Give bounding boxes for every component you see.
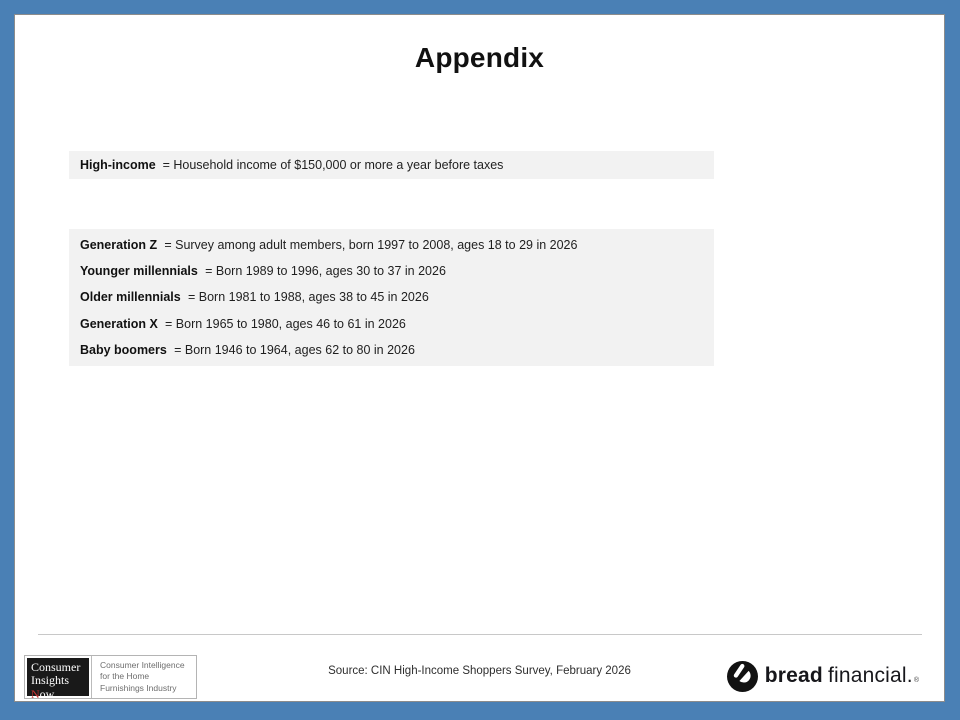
- cin-logo: [24, 655, 197, 699]
- cin-logo-tagline: [91, 656, 194, 698]
- definition-text: = Born 1946 to 1964, ages 62 to 80 in 2026: [174, 342, 415, 357]
- source-text: Source: CIN High-Income Shoppers Survey, February 2026: [328, 665, 631, 677]
- definition-text: = Born 1989 to 1996, ages 30 to 37 in 2026: [205, 264, 446, 279]
- definition-term: Generation X: [80, 316, 158, 331]
- definition-row-older-millennials: [80, 290, 714, 304]
- cin-line-now: [31, 688, 83, 701]
- definition-text: = Born 1981 to 1988, ages 38 to 45 in 2026: [187, 290, 429, 305]
- page-title: Appendix: [414, 42, 545, 73]
- cin-tagline-line1: Consumer Intelligence: [100, 659, 185, 670]
- definition-term: Baby boomers: [80, 342, 167, 357]
- slide: [14, 14, 945, 702]
- footer-divider: [38, 634, 922, 635]
- definition-term: Generation Z: [80, 238, 158, 253]
- definition-text: = Born 1965 to 1980, ages 46 to 61 in 2026: [165, 316, 406, 331]
- high-income-definition-box: [69, 151, 714, 179]
- registered-mark: ®: [913, 677, 919, 684]
- definition-term: Older millennials: [80, 290, 181, 305]
- cin-tagline-line2: for the Home: [100, 671, 150, 682]
- cin-line-consumer: Consumer: [31, 660, 81, 674]
- generations-definition-box: [69, 229, 714, 366]
- definition-row-baby-boomers: [80, 343, 714, 357]
- bread-wordmark-regular: financial.: [827, 664, 913, 687]
- bread-financial-logo: [727, 659, 919, 693]
- definition-term: Younger millennials: [80, 264, 198, 279]
- high-income-term: High-income: [80, 158, 156, 172]
- cin-tagline-line3: Furnishings Industry: [100, 682, 177, 693]
- bread-financial-wordmark: [765, 664, 919, 688]
- definition-row-younger-millennials: [80, 264, 714, 278]
- definition-row-generation-z: [80, 238, 714, 252]
- cin-logo-wordmark: [27, 658, 89, 701]
- cin-now-initial: N: [31, 686, 40, 701]
- bread-wordmark-bold: bread: [764, 664, 823, 687]
- definition-text: = Survey among adult members, born 1997 to 2008, ages 18 to 29 in 2026: [164, 238, 578, 253]
- definition-row-generation-x: [80, 317, 714, 331]
- cin-now-rest: ow: [39, 686, 55, 701]
- high-income-definition: = Household income of $150,000 or more a year before taxes: [162, 158, 504, 172]
- bread-financial-mark-icon: [727, 661, 758, 692]
- cin-line-insights: Insights: [31, 673, 70, 688]
